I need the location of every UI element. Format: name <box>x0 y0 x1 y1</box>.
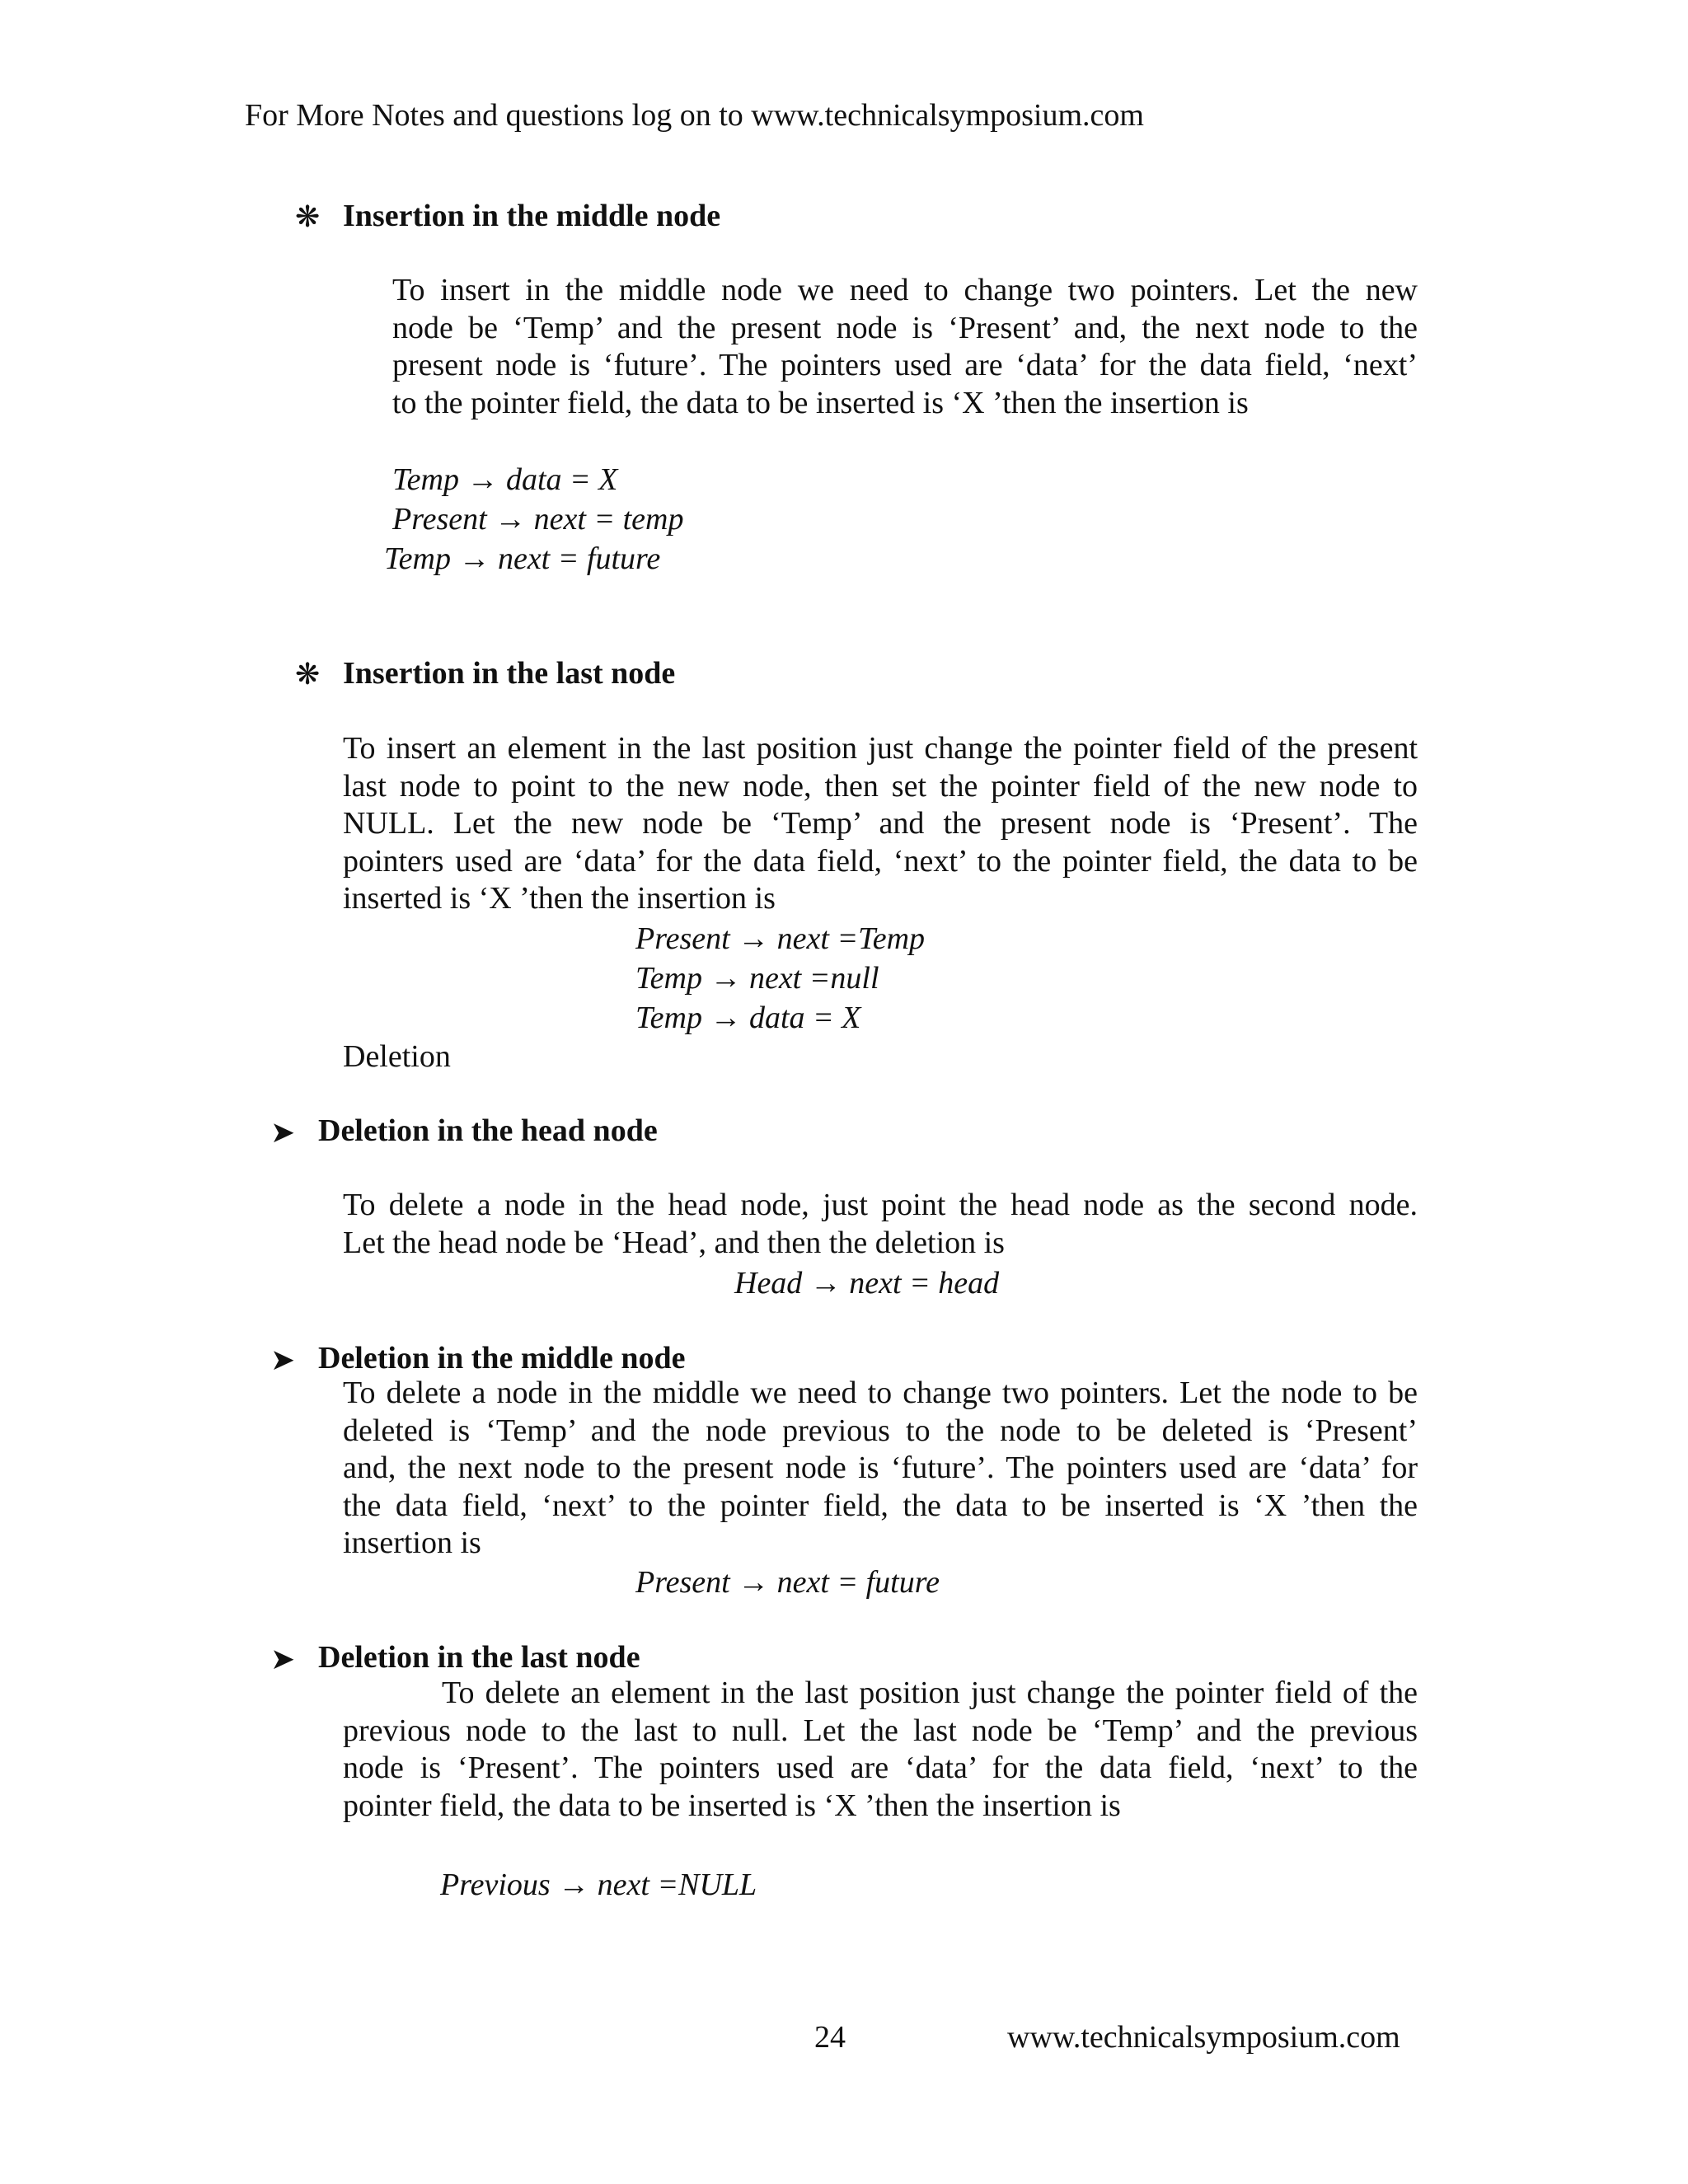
equation: Previous → next =NULL <box>440 1868 757 1902</box>
equation: Temp → next = future <box>384 541 661 576</box>
equation: Head → next = head <box>734 1266 1000 1301</box>
text-line: To insert in the middle node we need to change two pointers. Let the new <box>392 273 1418 307</box>
text-line: insertion is <box>343 1526 481 1560</box>
text-line: present node is ‘future’. The pointers used are ‘data’ for the data field, ‘next’ <box>392 348 1418 382</box>
text-line: To insert an element in the last position just change the pointer field of the present <box>343 731 1418 766</box>
arrow-bullet-icon: ➤ <box>270 1116 296 1149</box>
section-title-insert-middle: Insertion in the middle node <box>343 199 721 233</box>
equation: Present → next =Temp <box>635 921 926 956</box>
equation: Present → next = temp <box>392 502 684 537</box>
equation: Temp → data = X <box>392 462 618 497</box>
paragraph-insert-middle <box>392 272 1418 422</box>
text-line: previous node to the last to null. Let the last node be ‘Temp’ and the previous <box>343 1713 1418 1748</box>
text-line: node be ‘Temp’ and the present node is ‘Present’ and, the next node to the <box>392 310 1418 345</box>
section-title-delete-head: Deletion in the head node <box>318 1113 658 1148</box>
section-title-delete-middle: Deletion in the middle node <box>318 1341 686 1376</box>
text-line: the data field, ‘next’ to the pointer field, the data to be inserted is ‘X ’then the <box>343 1488 1418 1523</box>
text-line: to the pointer field, the data to be inserted is ‘X ’then the insertion is <box>392 385 1249 420</box>
paragraph-delete-head <box>343 1187 1418 1262</box>
paragraph-delete-middle <box>343 1375 1418 1563</box>
page-header: For More Notes and questions log on to www.technicalsymposium.com <box>245 98 1144 133</box>
text-line: and, the next node to the present node is ‘future’. The pointers used are ‘data’ for <box>343 1451 1418 1485</box>
text-line: pointer field, the data to be inserted is ‘X ’then the insertion is <box>343 1788 1121 1823</box>
paragraph-delete-last <box>343 1675 1418 1825</box>
star-bullet-icon: ❋ <box>295 200 321 233</box>
equation: Temp → next =null <box>635 961 879 996</box>
text-line: To delete a node in the head node, just point the head node as the second node. <box>343 1188 1418 1222</box>
equation: Present → next = future <box>635 1565 940 1600</box>
text-line: inserted is ‘X ’then the insertion is <box>343 881 776 916</box>
text-line: NULL. Let the new node be ‘Temp’ and the present node is ‘Present’. The <box>343 806 1418 841</box>
section-title-insert-last: Insertion in the last node <box>343 656 676 691</box>
deletion-label: Deletion <box>343 1039 451 1074</box>
star-bullet-icon: ❋ <box>295 658 321 691</box>
page-number: 24 <box>814 2020 846 2055</box>
arrow-bullet-icon: ➤ <box>270 1343 296 1376</box>
text-line: node is ‘Present’. The pointers used are ‘data’ for the data field, ‘next’ to the <box>343 1750 1418 1785</box>
text-line: Let the head node be ‘Head’, and then the deletion is <box>343 1225 1005 1260</box>
text-line: pointers used are ‘data’ for the data field, ‘next’ to the pointer field, the data to be <box>343 843 1418 879</box>
text-line: To delete a node in the middle we need to change two pointers. Let the node to be <box>343 1376 1418 1410</box>
paragraph-insert-last <box>343 730 1418 918</box>
footer-site: www.technicalsymposium.com <box>1007 2020 1400 2055</box>
text-line: last node to point to the new node, then set the pointer field of the new node to <box>343 768 1418 804</box>
section-title-delete-last: Deletion in the last node <box>318 1640 640 1675</box>
equation: Temp → data = X <box>635 1001 861 1035</box>
text-line: To delete an element in the last position just change the pointer field of the <box>442 1675 1418 1710</box>
arrow-bullet-icon: ➤ <box>270 1643 296 1675</box>
text-line: deleted is ‘Temp’ and the node previous to the node to be deleted is ‘Present’ <box>343 1413 1418 1448</box>
